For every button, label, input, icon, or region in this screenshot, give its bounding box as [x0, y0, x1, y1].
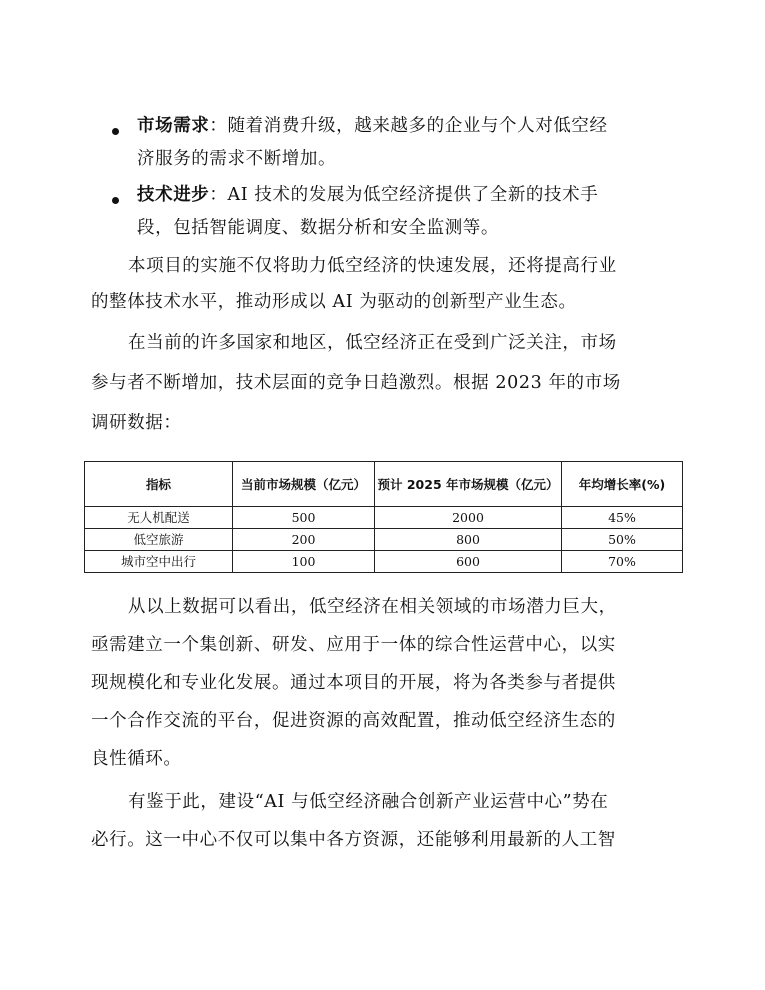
paragraph-line: 从以上数据可以看出，低空经济在相关领域的市场潜力巨大，: [128, 597, 617, 617]
cell-forecast: 800: [375, 529, 562, 551]
bullet-line: [137, 182, 598, 208]
bullet-line: [137, 113, 608, 139]
header-indicator: 指标: [85, 462, 233, 507]
header-current-size: 当前市场规模（亿元）: [233, 462, 375, 507]
bullet-text: 随着消费升级，越来越多的企业与个人对低空经: [227, 116, 608, 136]
paragraph-line: 良性循环。: [91, 749, 182, 769]
bullet-text-continued: 济服务的需求不断增加。: [137, 149, 337, 169]
cell-indicator: 低空旅游: [85, 529, 233, 551]
bullet-term: 技术进步: [137, 185, 210, 205]
bullet-separator: ：: [209, 116, 228, 136]
cell-forecast: 2000: [375, 507, 562, 529]
table-header-row: [85, 462, 683, 507]
paragraph-line: 现规模化和专业化发展。通过本项目的开展，将为各类参与者提供: [91, 673, 616, 693]
paragraph-line: 亟需建立一个集创新、研发、应用于一体的综合性运营中心，以实: [91, 635, 616, 655]
bullet-dot: [112, 197, 119, 204]
bullet-text-continued: 段，包括智能调度、数据分析和安全监测等。: [137, 218, 499, 238]
bullet-term: 市场需求: [137, 116, 210, 136]
market-data-table: [84, 461, 683, 573]
cell-current-size: 100: [233, 551, 375, 573]
cell-growth: 50%: [562, 529, 683, 551]
table-row: [85, 529, 683, 551]
paragraph-line: 参与者不断增加，技术层面的竞争日趋激烈。根据 2023 年的市场: [91, 373, 621, 393]
paragraph-line: 一个合作交流的平台，促进资源的高效配置，推动低空经济生态的: [91, 711, 616, 731]
paragraph-line: 调研数据：: [91, 413, 182, 433]
header-forecast-2025: 预计 2025 年市场规模（亿元）: [375, 462, 562, 507]
table-row: [85, 507, 683, 529]
cell-indicator: 无人机配送: [85, 507, 233, 529]
paragraph-line: 必行。这一中心不仅可以集中各方资源，还能够利用最新的人工智: [91, 830, 616, 850]
cell-current-size: 200: [233, 529, 375, 551]
cell-forecast: 600: [375, 551, 562, 573]
bullet-separator: ：: [209, 185, 228, 205]
cell-growth: 70%: [562, 551, 683, 573]
cell-current-size: 500: [233, 507, 375, 529]
bullet-text: AI 技术的发展为低空经济提供了全新的技术手: [227, 185, 599, 205]
bullet-dot: [112, 128, 119, 135]
cell-growth: 45%: [562, 507, 683, 529]
paragraph-line: 本项目的实施不仅将助力低空经济的快速发展，还将提高行业: [128, 256, 617, 276]
paragraph-line: 在当前的许多国家和地区，低空经济正在受到广泛关注，市场: [128, 333, 617, 353]
header-growth-rate: 年均增长率(%): [562, 462, 683, 507]
paragraph-line: 有鉴于此，建设“AI 与低空经济融合创新产业运营中心”势在: [128, 792, 609, 812]
table-row: [85, 551, 683, 573]
paragraph-line: 的整体技术水平，推动形成以 AI 为驱动的创新型产业生态。: [91, 292, 577, 312]
cell-indicator: 城市空中出行: [85, 551, 233, 573]
